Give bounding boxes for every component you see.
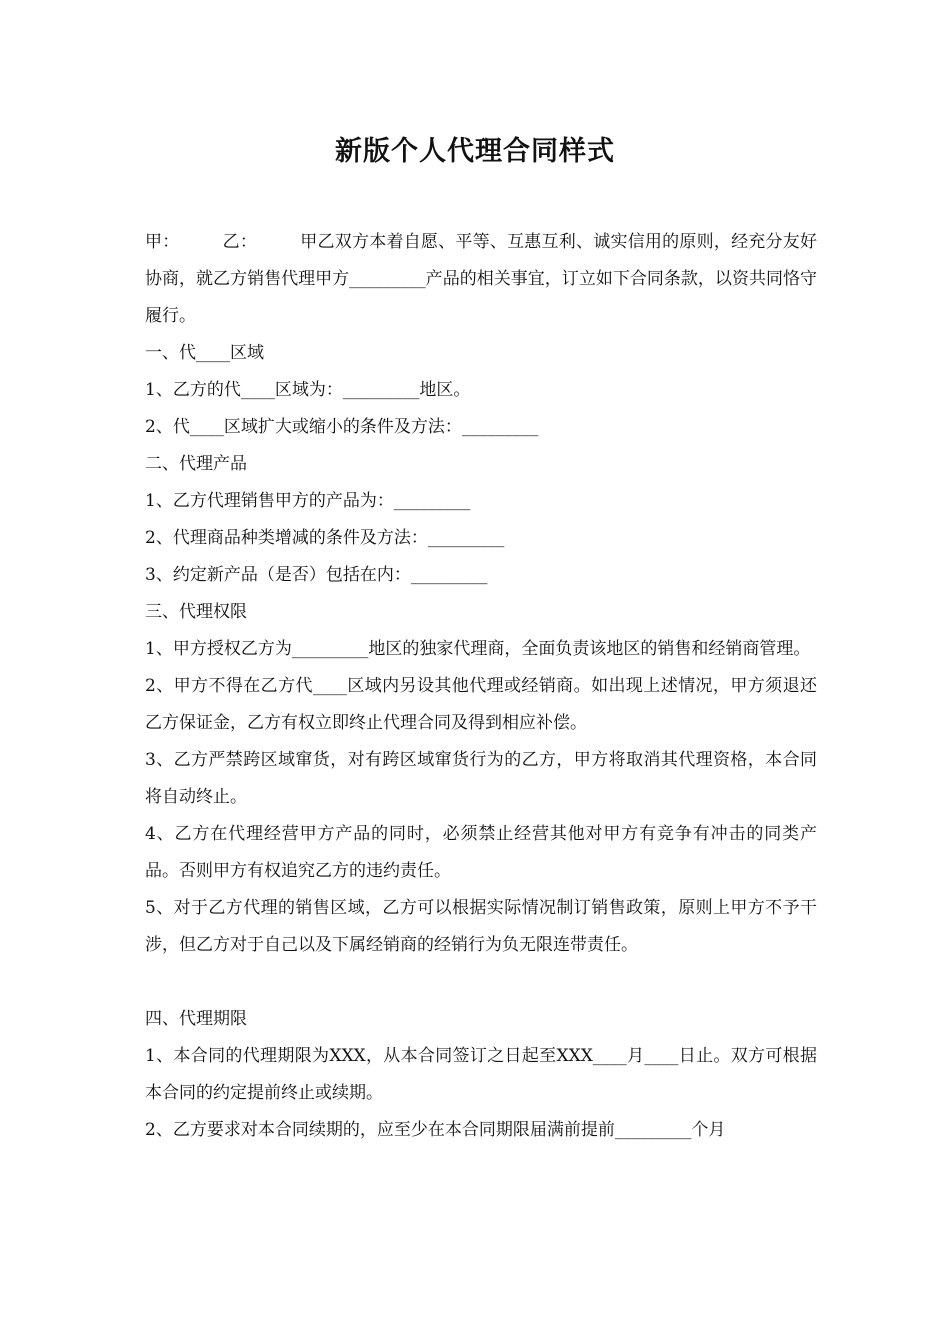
document-title: 新版个人代理合同样式 <box>335 136 615 167</box>
blank-line <box>145 964 817 1001</box>
section-heading-region: 一、代____区域 <box>145 343 264 363</box>
clause-paragraph: 1、本合同的代理期限为XXX，从本合同签订之日起至XXX____月____日止。双方可根据本合同的约定提前终止或续期。 <box>145 1046 817 1103</box>
clause-paragraph: 2、乙方要求对本合同续期的，应至少在本合同期限届满前提前_________个月 <box>145 1120 726 1140</box>
clause-paragraph: 4、乙方在代理经营甲方产品的同时，必须禁止经营其他对甲方有竞争有冲击的同类产品。否则甲方有权追究乙方的违约责任。 <box>145 824 817 881</box>
document-body <box>145 224 817 1149</box>
clause-paragraph: 2、甲方不得在乙方代____区域内另设其他代理或经销商。如出现上述情况，甲方须退还乙方保证金，乙方有权立即终止代理合同及得到相应补偿。 <box>145 676 817 733</box>
section-heading-authority: 三、代理权限 <box>145 602 247 622</box>
clause-paragraph: 3、乙方严禁跨区域窜货，对有跨区域窜货行为的乙方，甲方将取消其代理资格，本合同将自动终止。 <box>145 750 817 807</box>
clause-paragraph: 3、约定新产品（是否）包括在内：_________ <box>145 565 488 585</box>
clause-paragraph: 5、对于乙方代理的销售区域，乙方可以根据实际情况制订销售政策，原则上甲方不予干涉，但乙方对于自己以及下属经销商的经销行为负无限连带责任。 <box>145 898 817 955</box>
section-heading-term: 四、代理期限 <box>145 1009 247 1029</box>
clause-paragraph: 2、代____区域扩大或缩小的条件及方法：_________ <box>145 417 539 437</box>
clause-paragraph: 1、甲方授权乙方为_________地区的独家代理商，全面负责该地区的销售和经销商管理。 <box>145 639 811 659</box>
clause-paragraph: 1、乙方的代____区域为：_________地区。 <box>145 380 471 400</box>
section-heading-products: 二、代理产品 <box>145 454 247 474</box>
clause-paragraph: 1、乙方代理销售甲方的产品为：_________ <box>145 491 471 511</box>
intro-paragraph: 甲： 乙： 甲乙双方本着自愿、平等、互惠互利、诚实信用的原则，经充分友好协商，就乙方销售代理甲方_________产品的相关事宜，订立如下合同条款，以资共同恪守履行。 <box>145 232 817 326</box>
clause-paragraph: 2、代理商品种类增减的条件及方法：_________ <box>145 528 505 548</box>
